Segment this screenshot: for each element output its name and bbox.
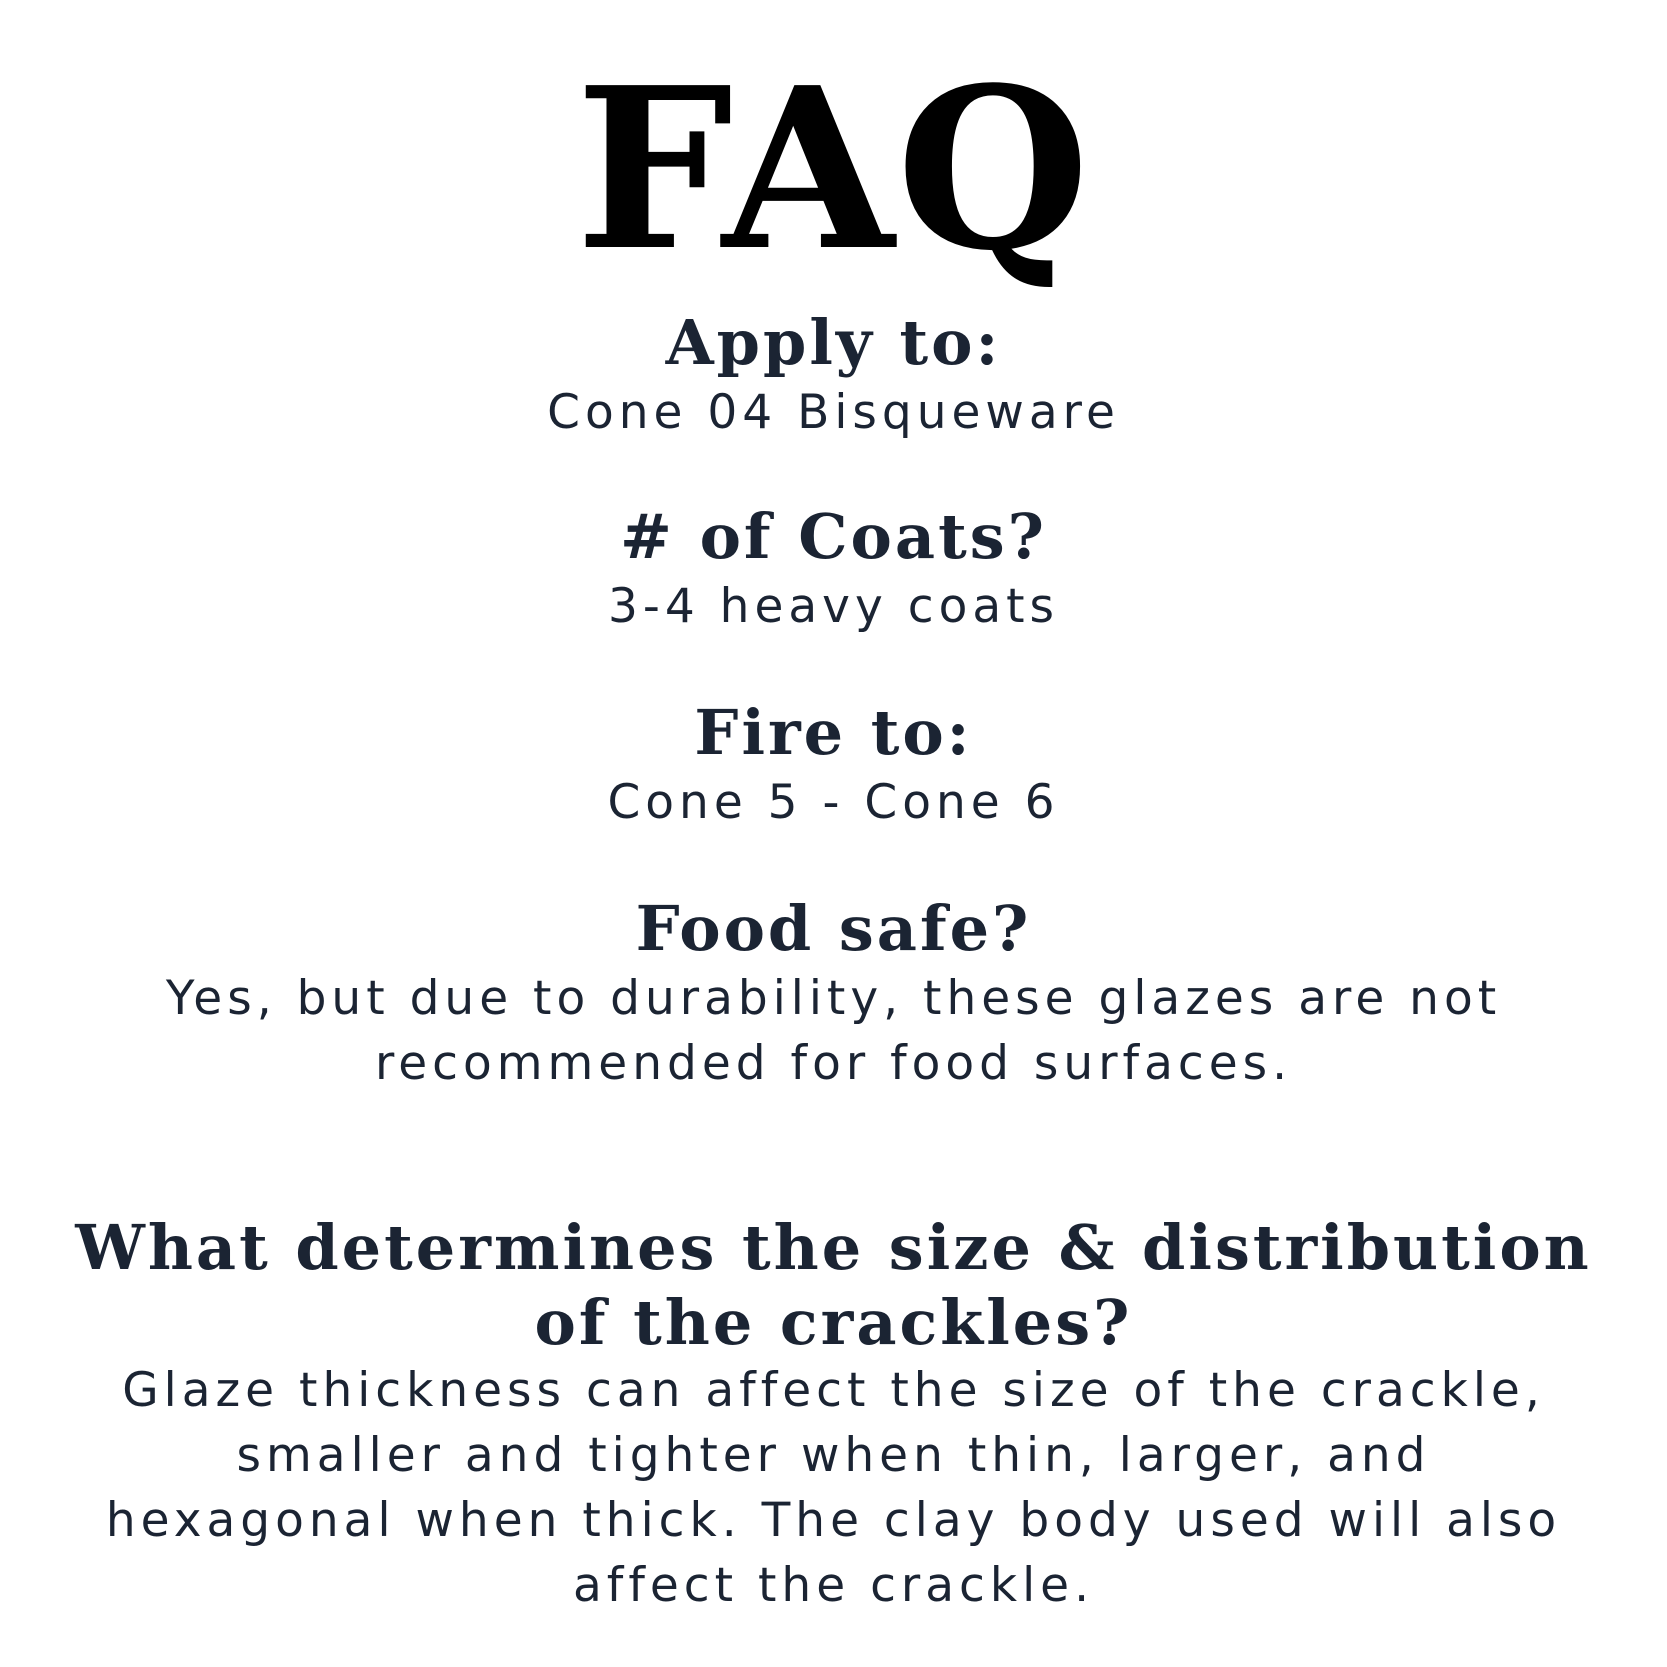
faq-answer-fire-to: Cone 5 - Cone 6	[607, 775, 1060, 830]
faq-question-fire-to: Fire to:	[694, 696, 973, 769]
faq-question-food-safe: Food safe?	[635, 892, 1032, 965]
faq-question-coats: # of Coats?	[620, 500, 1047, 573]
faq-question-apply-to: Apply to:	[665, 306, 1002, 379]
faq-answer-coats: 3-4 heavy coats	[607, 579, 1060, 634]
faq-question-crackles: What determines the size & distribution of the crackles?	[75, 1211, 1592, 1359]
faq-answer-crackles: Glaze thickness can affect the size of the crackle, smaller and tighter when thin, larger, and hexagonal when thick. The clay body used will also affect the crackle.	[105, 1363, 1562, 1613]
page-title: FAQ	[575, 40, 1092, 300]
faq-answer-food-safe: Yes, but due to durability, these glazes are not recommended for food surfaces.	[165, 971, 1502, 1091]
faq-answer-apply-to: Cone 04 Bisqueware	[547, 385, 1120, 440]
